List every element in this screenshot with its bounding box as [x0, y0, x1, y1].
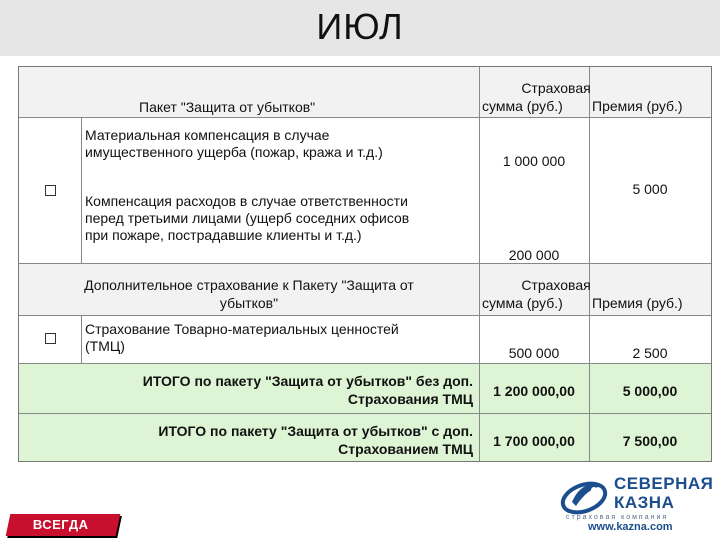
sum-column-header-line1: Страховая — [521, 80, 591, 96]
additional-premium-header: Премия (руб.) — [592, 295, 683, 311]
col-divider — [589, 67, 590, 461]
row-divider — [19, 413, 711, 414]
slogan-text: ВСЕГДА ГОТОВ! — [32, 517, 89, 554]
item1-description-line2: имущественного ущерба (пожар, кража и т.д.) — [85, 144, 383, 160]
additional-header-line2: убытков" — [219, 295, 279, 311]
total2-label-line2: Страхованием ТМЦ — [338, 441, 473, 457]
logo-url[interactable]: www.kazna.com — [588, 521, 673, 533]
row-divider — [19, 117, 711, 118]
tmc-sum: 500 000 — [508, 345, 560, 361]
total1-label-line2: Страхования ТМЦ — [347, 391, 473, 407]
total1-premium: 5 000,00 — [622, 383, 678, 399]
row-divider — [19, 363, 711, 364]
logo-subtitle: страховая компания — [566, 514, 669, 521]
logo-text-line2: КАЗНА — [614, 493, 675, 512]
item2-description-line1: Компенсация расходов в случае ответственности — [85, 193, 408, 209]
total2-label-line1: ИТОГО по пакету "Защита от убытков" с доп. — [158, 423, 473, 439]
page-title: ИЮЛ — [316, 6, 404, 47]
col-divider — [81, 315, 82, 363]
item1-description-line1: Материальная компенсация в случае — [85, 127, 330, 143]
tmc-description-line1: Страхование Товарно-материальных ценностей — [85, 321, 399, 337]
additional-header-line1: Дополнительное страхование к Пакету "Защита от — [84, 277, 414, 293]
premium-column-header: Премия (руб.) — [592, 98, 683, 114]
col-divider — [81, 117, 82, 263]
sum-column-header-line2: сумма (руб.) — [482, 98, 563, 114]
item2-description-line2: перед третьими лицами (ущерб соседних офисов — [85, 210, 410, 226]
item1-sum: 1 000 000 — [502, 153, 566, 169]
total1-sum: 1 200 000,00 — [493, 383, 575, 399]
col-divider — [479, 67, 480, 461]
total1-label-line1: ИТОГО по пакету "Защита от убытков" без доп. — [142, 373, 473, 389]
total2-premium: 7 500,00 — [622, 433, 678, 449]
row-divider — [19, 263, 711, 264]
tmc-checkbox[interactable] — [45, 333, 56, 344]
additional-sum-header-line1: Страховая — [521, 277, 591, 293]
total2-sum: 1 700 000,00 — [493, 433, 575, 449]
package-header: Пакет "Защита от убытков" — [139, 99, 316, 115]
additional-sum-header-line2: сумма (руб.) — [482, 295, 563, 311]
insurance-table — [18, 66, 712, 462]
company-logo-icon — [558, 476, 614, 516]
tmc-description-line2: (ТМЦ) — [85, 338, 125, 354]
package-premium: 5 000 — [632, 181, 668, 197]
logo-text-line1: СЕВЕРНАЯ — [614, 474, 714, 493]
tmc-premium: 2 500 — [632, 345, 668, 361]
slogan-badge — [6, 514, 121, 554]
item2-description-line3: при пожаре, пострадавшие клиенты и т.д.) — [85, 227, 362, 243]
item2-sum: 200 000 — [508, 247, 560, 263]
package-checkbox[interactable] — [45, 185, 56, 196]
row-divider — [19, 315, 711, 316]
